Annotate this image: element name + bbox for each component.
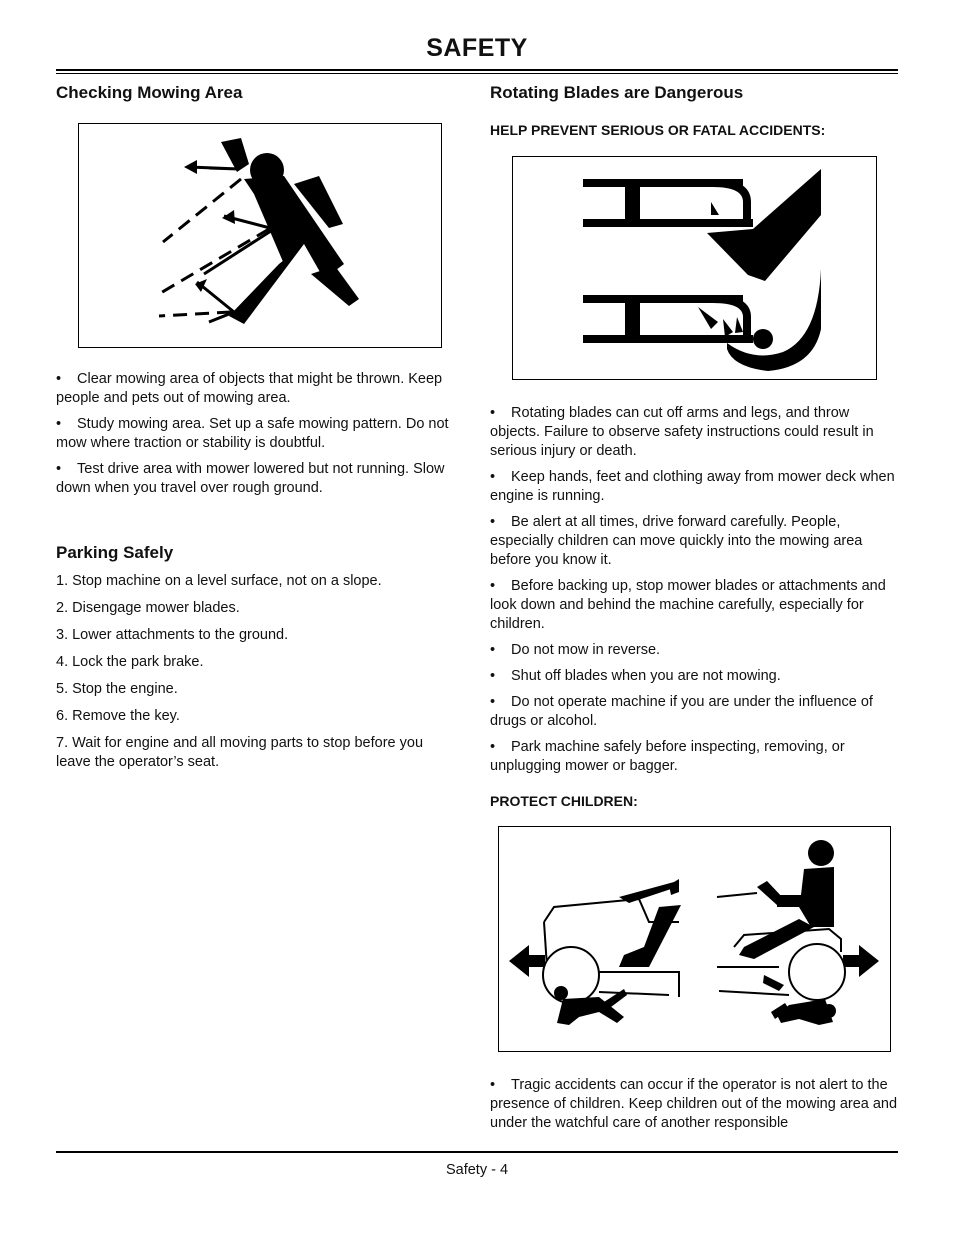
bullet-item: • Clear mowing area of objects that might be thrown. Keep people and pets out of mowing area. [56,371,443,406]
thrown-object-figure-icon [79,124,443,349]
bullet-item: • Rotating blades can cut off arms and legs, and throw objects. Failure to observe safety instructions could result in serious injury or death. [490,405,874,459]
bullet-icon: • [490,405,496,421]
right-column [490,80,898,1133]
bullet-icon: • [490,578,496,594]
page-number: Safety - 4 [445,1162,509,1178]
bullet-icon: • [490,739,496,755]
figure-thrown-objects [78,123,442,348]
bullet-icon: • [490,642,496,658]
bullet-icon: • [490,1077,496,1093]
bullet-item: • Park machine safely before inspecting, removing, or unplugging mower or bagger. [490,739,845,774]
bullet-icon: • [56,461,62,477]
step-item: 1. Stop machine on a level surface, not on a slope. [56,573,382,589]
bullet-item: • Do not operate machine if you are under the influence of drugs or alcohol. [490,694,873,729]
section-heading-parking: Parking Safely [56,543,174,562]
step-item: 5. Stop the engine. [56,681,178,697]
step-item: 4. Lock the park brake. [56,654,204,670]
bullet-icon: • [56,371,62,387]
bullet-icon: • [490,469,496,485]
bullet-icon: • [490,668,496,684]
section-heading-blades: Rotating Blades are Dangerous [490,83,744,102]
bullet-item: • Test drive area with mower lowered but not running. Slow down when you travel over rough ground. [56,461,445,496]
section-heading-mowing-area: Checking Mowing Area [56,83,243,102]
bullet-item: • Do not mow in reverse. [490,642,661,658]
footer-rule [56,1151,898,1153]
step-item: 3. Lower attachments to the ground. [56,627,289,643]
header-rule-thin [56,73,898,74]
bullet-icon: • [490,694,496,710]
step-item: 2. Disengage mower blades. [56,600,240,616]
bullet-item: • Tragic accidents can occur if the operator is not alert to the presence of children. Keep children out of the mowing area and under the watchful care of another responsible [490,1077,898,1131]
page-title: SAFETY [426,34,528,62]
bullet-item: • Study mowing area. Set up a safe mowing pattern. Do not mow where traction or stability is doubtful. [56,416,449,451]
bullet-item: • Be alert at all times, drive forward carefully. People, especially children can move quickly into the mowing area before you know it. [490,514,863,568]
bullet-item: • Shut off blades when you are not mowing. [490,668,781,684]
left-column [56,80,456,772]
bullet-item: • Before backing up, stop mower blades or attachments and look down and behind the machine carefully, especially for children. [490,578,886,632]
bullet-item: • Keep hands, feet and clothing away from mower deck when engine is running. [490,469,895,504]
bullet-icon: • [56,416,62,432]
subheading-protect-children: PROTECT CHILDREN: [490,793,638,809]
blade-hazard-icon [513,157,878,381]
figure-protect-children [498,826,891,1052]
figure-blade-hazard [512,156,877,380]
header-rule [56,69,898,71]
subheading-prevent-accidents: HELP PREVENT SERIOUS OR FATAL ACCIDENTS: [490,122,826,138]
step-item: 7. Wait for engine and all moving parts to stop before you leave the operator’s seat. [56,735,424,770]
protect-children-icon [499,827,892,1053]
step-item: 6. Remove the key. [56,708,180,724]
bullet-icon: • [490,514,496,530]
